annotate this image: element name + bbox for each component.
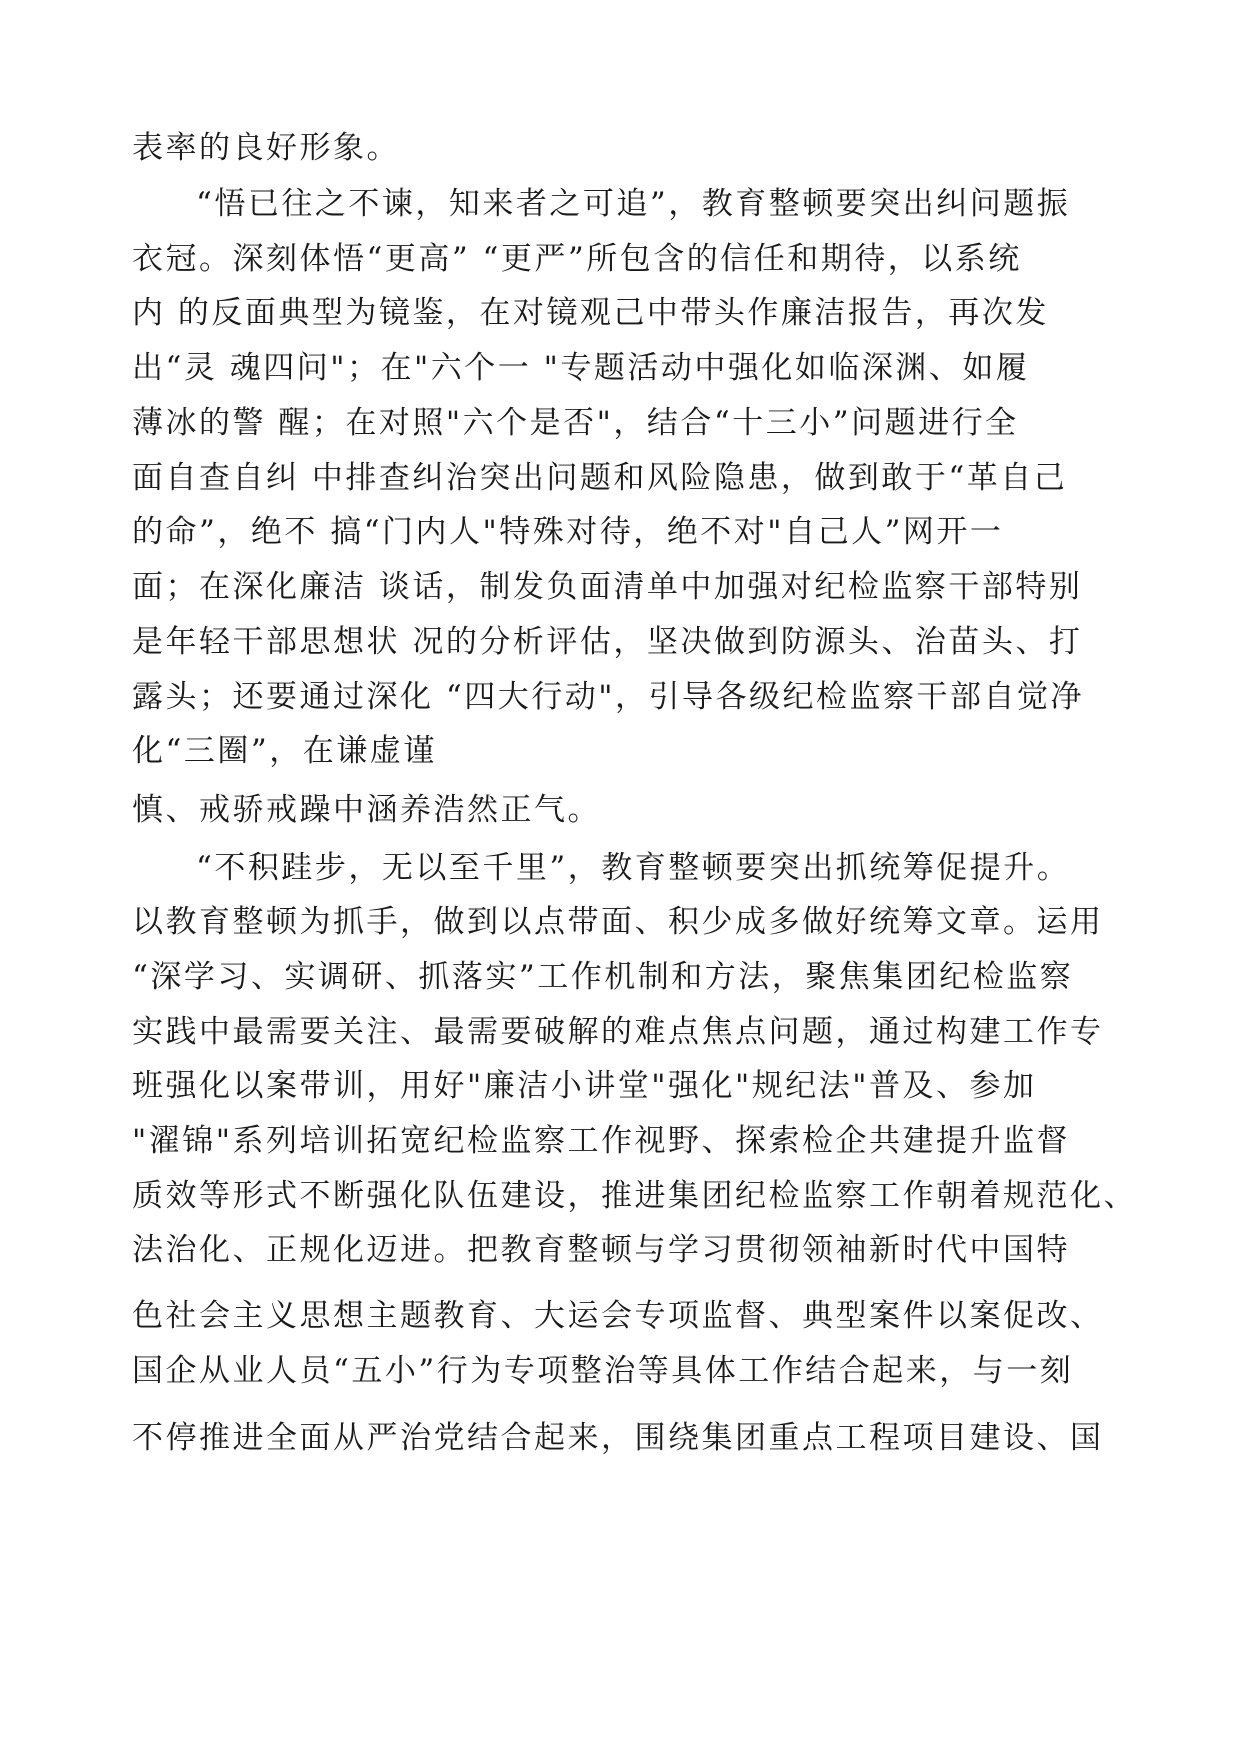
paragraph-1-line-6: 面自查自纠 中排查纠治突出问题和风险隐患，做到敢于“革自己 — [132, 460, 1068, 496]
paragraph-1-line-10: 露头；还要通过深化 “四大行动"，引导各级纪检监察干部自觉净 — [132, 679, 1084, 715]
paragraph-2-line-7: 质效等形式不断强化队伍建设，推进集团纪检监察工作朝着规范化、 — [132, 1178, 1137, 1214]
paragraph-1-line-4: 出“灵 魂四问"；在"六个一 "专题活动中强化如临深渊、如履 — [132, 350, 1030, 386]
paragraph-2-line-5: 班强化以案带训，用好"廉洁小讲堂"强化"规纪法"普及、参加 — [132, 1068, 1037, 1104]
text-line-1: 表率的良好形象。 — [132, 130, 400, 166]
paragraph-2-line-2: 以教育整顿为抓手，做到以点带面、积少成多做好统筹文章。运用 — [132, 904, 1104, 940]
paragraph-2-line-8: 法治化、正规化迈进。把教育整顿与学习贯彻领袖新时代中国特 — [132, 1232, 1070, 1268]
paragraph-1-line-11: 化“三圈”，在谦虚谨 — [132, 733, 437, 769]
paragraph-1-line-9: 是年轻干部思想状 况的分析评估，坚决做到防源头、治苗头、打 — [132, 624, 1083, 660]
paragraph-2-line-3: “深学习、实调研、抓落实”工作机制和方法，聚焦集团纪检监察 — [132, 959, 1074, 995]
paragraph-1-line-12: 慎、戒骄戒躁中涵养浩然正气。 — [132, 792, 601, 828]
paragraph-1-line-3: 内 的反面典型为镜鉴，在对镜观己中带头作廉洁报告，再次发 — [132, 295, 1049, 331]
paragraph-2-line-10: 国企从业人员“五小”行为专项整治等具体工作结合起来，与一刻 — [132, 1353, 1074, 1389]
paragraph-2-line-4: 实践中最需要关注、最需要破解的难点焦点问题，通过构建工作专 — [132, 1014, 1104, 1050]
paragraph-1-line-2: 衣冠。深刻体悟“更高” “更严”所包含的信任和期待，以系统 — [132, 241, 1022, 277]
paragraph-2-line-1: “不积跬步，无以至千里”，教育整顿要突出抓统筹促提升。 — [196, 850, 1071, 886]
paragraph-2-line-11: 不停推进全面从严治党结合起来，围绕集团重点工程项目建设、国 — [132, 1420, 1104, 1456]
paragraph-2-line-6: "濯锦"系列培训拓宽纪检监察工作视野、探索检企共建提升监督 — [132, 1123, 1071, 1159]
paragraph-1-line-1: “悟已往之不谏，知来者之可追”，教育整顿要突出纠问题振 — [196, 186, 1071, 222]
paragraph-1-line-5: 薄冰的警 醒；在对照"六个是否"，结合“十三小”问题进行全 — [132, 405, 1019, 441]
paragraph-1-line-8: 面；在深化廉洁 谈话，制发负面清单中加强对纪检监察干部特别 — [132, 569, 1083, 605]
paragraph-1-line-7: 的命”，绝不 搞“门内人"特殊对待，绝不对"自己人”网开一 — [132, 514, 1004, 550]
paragraph-2-line-9: 色社会主义思想主题教育、大运会专项监督、典型案件以案促改、 — [132, 1298, 1104, 1334]
